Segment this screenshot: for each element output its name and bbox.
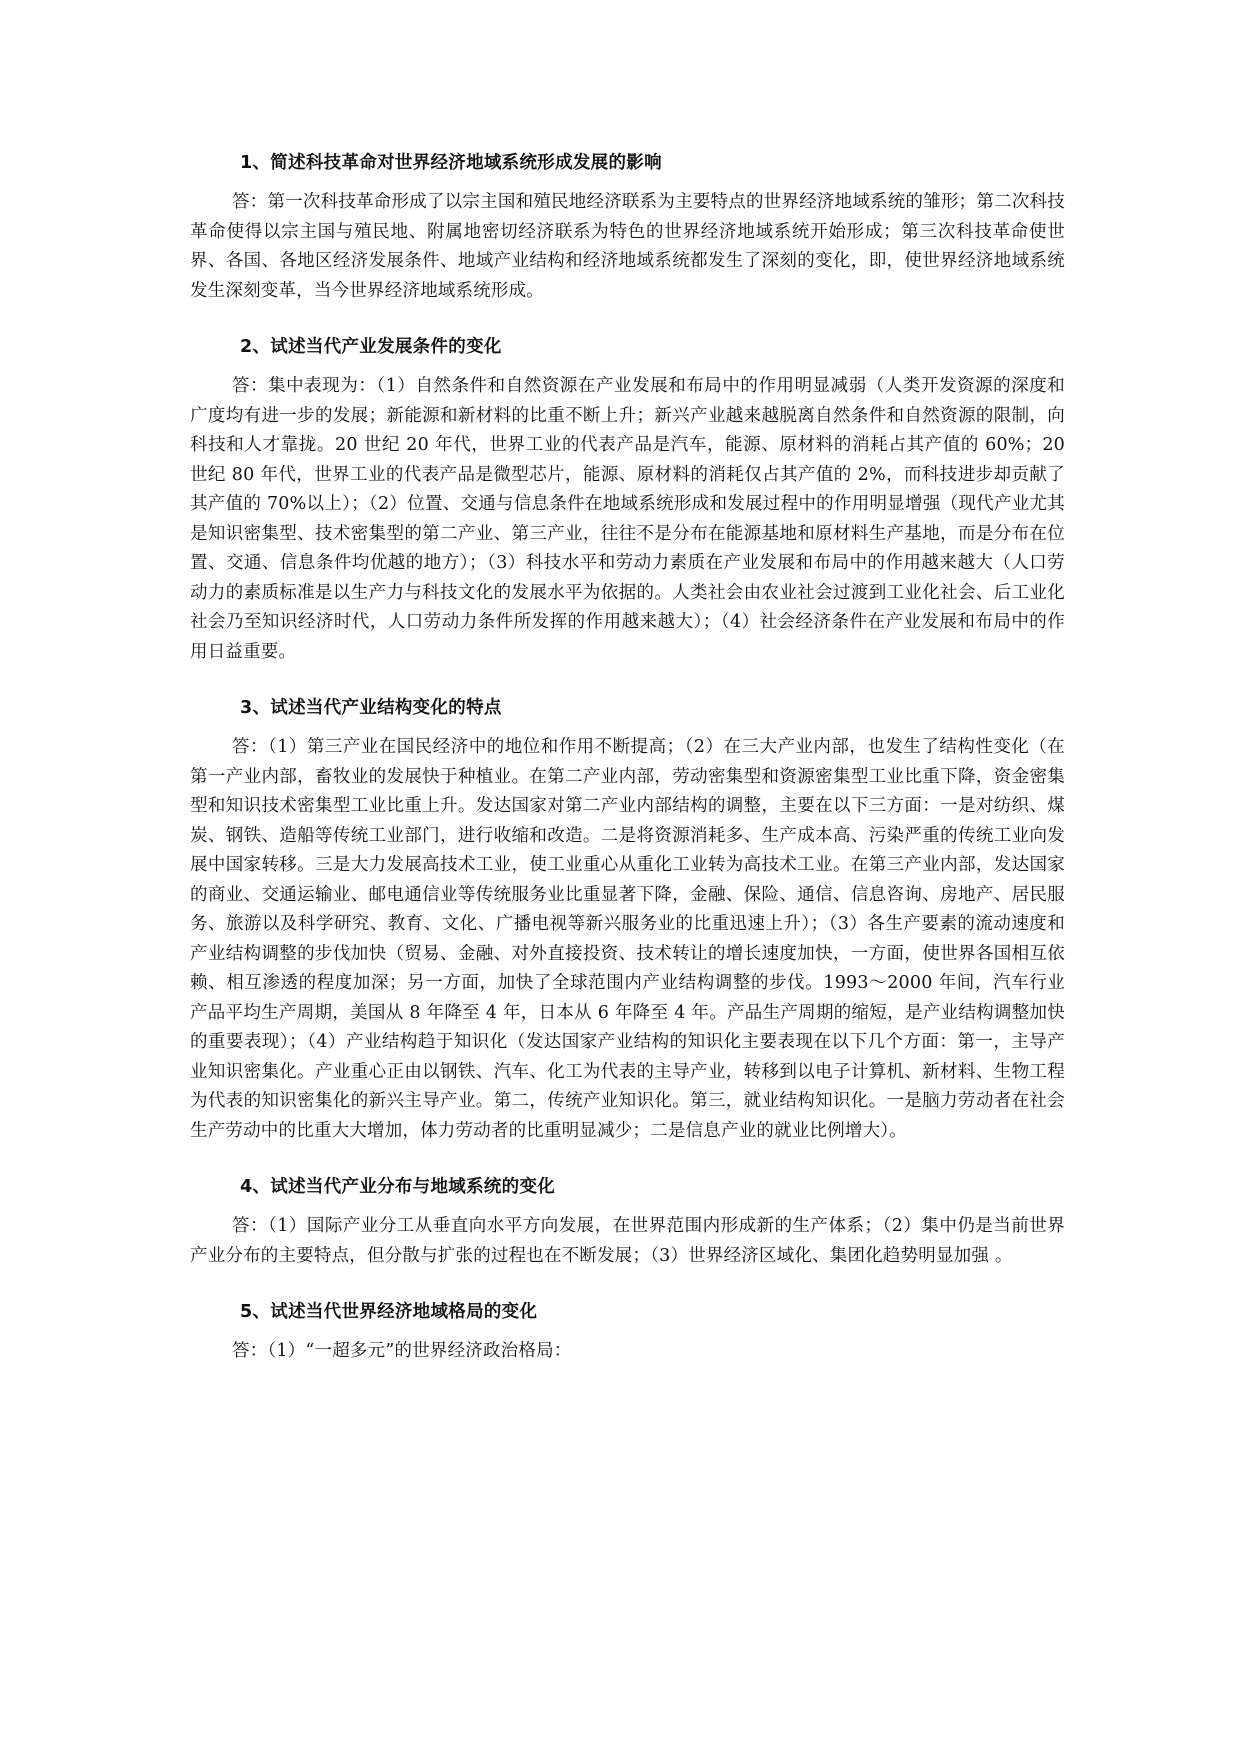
question-answer: 答：（1）国际产业分工从垂直向水平方向发展，在世界范围内形成新的生产体系；（2）集中仍是当前世界产业分布的主要特点，但分散与扩张的过程也在不断发展；（3）世界经济区域化、集团化趋势明显加强 。 <box>190 1216 1065 1266</box>
question-answer: 答：（1）第三产业在国民经济中的地位和作用不断提高；（2）在三大产业内部，也发生了结构性变化（在第一产业内部，畜牧业的发展快于种植业。在第二产业内部，劳动密集型和资源密集型工业比重下降，资金密集型和知识技术密集型工业比重上升。发达国家对第二产业内部结构的调整，主要在以下三方面：一是对纺织、煤炭、钢铁、造船等传统工业部门，进行收缩和改造。二是将资源消耗多、生产成本高、污染严重的传统工业向发展中国家转移。三是大力发展高技术工业，使工业重心从重化工业转为高技术工业。在第三产业内部，发达国家的商业、交通运输业、邮电通信业等传统服务业比重显著下降，金融、保险、通信、信息咨询、房地产、居民服务、旅游以及科学研究、教育、文化、广播电视等新兴服务业的比重迅速上升）；（3）各生产要素的流动速度和产业结构调整的步伐加快（贸易、金融、对外直接投资、技术转让的增长速度加快，一方面，使世界各国相互依赖、相互渗透的程度加深；另一方面，加快了全球范围内产业结构调整的步伐。1993～2000 年间，汽车行业产品平均生产周期，美国从 8 年降至 4 年，日本从 6 年降至 4 年。产品生产周期的缩短，是产业结构调整加快的重要表现）；（4）产业结构趋于知识化（发达国家产业结构的知识化主要表现在以下几个方面：第一，主导产业知识密集化。产业重心正由以钢铁、汽车、化工为代表的主导产业，转移到以电子计算机、新材料、生物工程为代表的知识密集化的新兴主导产业。第二，传统产业知识化。第三，就业结构知识化。一是脑力劳动者在社会生产劳动中的比重大大增加，体力劳动者的比重明显减少；二是信息产业的就业比例增大）。 <box>190 737 1065 1141</box>
question-answer: 答：（1）“一超多元”的世界经济政治格局： <box>232 1341 572 1361</box>
document-page <box>190 150 1065 1395</box>
question-5 <box>190 1299 1065 1367</box>
question-title: 2、试述当代产业发展条件的变化 <box>240 337 502 357</box>
question-title: 5、试述当代世界经济地域格局的变化 <box>240 1302 538 1322</box>
question-4 <box>190 1174 1065 1271</box>
question-1 <box>190 150 1065 306</box>
question-2 <box>190 334 1065 667</box>
question-title: 3、试述当代产业结构变化的特点 <box>240 698 502 718</box>
question-title: 1、简述科技革命对世界经济地域系统形成发展的影响 <box>240 153 662 173</box>
question-3 <box>190 695 1065 1146</box>
question-answer: 答：集中表现为：（1）自然条件和自然资源在产业发展和布局中的作用明显减弱（人类开发资源的深度和广度均有进一步的发展；新能源和新材料的比重不断上升；新兴产业越来越脱离自然条件和自然资源的限制，向科技和人才靠拢。20 世纪 20 年代，世界工业的代表产品是汽车，能源、原材料的消耗占其产值的 60%；20 世纪 80 年代，世界工业的代表产品是微型芯片，能源、原材料的消耗仅占其产值的 2%，而科技进步却贡献了其产值的 70%以上）；（2）位置、交通与信息条件在地域系统形成和发展过程中的作用明显增强（现代产业尤其是知识密集型、技术密集型的第二产业、第三产业，往往不是分布在能源基地和原材料生产基地，而是分布在位置、交通、信息条件均优越的地方）；（3）科技水平和劳动力素质在产业发展和布局中的作用越来越大（人口劳动力的素质标准是以生产力与科技文化的发展水平为依据的。人类社会由农业社会过渡到工业化社会、后工业化社会乃至知识经济时代，人口劳动力条件所发挥的作用越来越大）；（4）社会经济条件在产业发展和布局中的作用日益重要。 <box>190 376 1065 662</box>
question-answer: 答：第一次科技革命形成了以宗主国和殖民地经济联系为主要特点的世界经济地域系统的雏形；第二次科技革命使得以宗主国与殖民地、附属地密切经济联系为特色的世界经济地域系统开始形成；第三次科技革命使世界、各国、各地区经济发展条件、地域产业结构和经济地域系统都发生了深刻的变化，即，使世界经济地域系统发生深刻变革，当今世界经济地域系统形成。 <box>190 192 1065 301</box>
question-title: 4、试述当代产业分布与地域系统的变化 <box>240 1177 556 1197</box>
